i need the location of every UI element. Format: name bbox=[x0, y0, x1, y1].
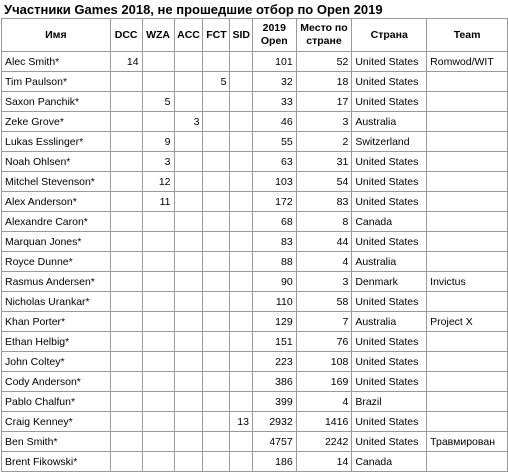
fct-cell bbox=[203, 372, 230, 392]
page-title: Участники Games 2018, не прошедшие отбор по Open 2019 bbox=[4, 2, 383, 17]
athlete-name-cell: Ben Smith* bbox=[2, 432, 111, 452]
sid-cell bbox=[230, 252, 253, 272]
country-rank-cell: 18 bbox=[296, 72, 352, 92]
dcc-cell bbox=[110, 112, 142, 132]
athlete-name-cell: Mitchel Stevenson* bbox=[2, 172, 111, 192]
sid-cell bbox=[230, 432, 253, 452]
acc-cell: 3 bbox=[174, 112, 203, 132]
table-row bbox=[2, 72, 508, 92]
wza-cell bbox=[142, 312, 174, 332]
country-cell: United States bbox=[352, 232, 427, 252]
athlete-name-cell: Khan Porter* bbox=[2, 312, 111, 332]
athlete-name-cell: Pablo Chalfun* bbox=[2, 392, 111, 412]
team-cell bbox=[427, 412, 508, 432]
wza-cell bbox=[142, 332, 174, 352]
open-2019-rank-cell: 399 bbox=[252, 392, 296, 412]
table-row bbox=[2, 212, 508, 232]
fct-cell bbox=[203, 132, 230, 152]
athlete-name-cell: Alex Anderson* bbox=[2, 192, 111, 212]
dcc-cell bbox=[110, 272, 142, 292]
dcc-cell bbox=[110, 372, 142, 392]
team-cell bbox=[427, 232, 508, 252]
table-row bbox=[2, 192, 508, 212]
athlete-name-cell: Brent Fikowski* bbox=[2, 452, 111, 472]
header-row bbox=[2, 19, 508, 52]
table-row bbox=[2, 312, 508, 332]
country-rank-cell: 31 bbox=[296, 152, 352, 172]
open-2019-rank-cell: 103 bbox=[252, 172, 296, 192]
sid-cell bbox=[230, 212, 253, 232]
team-cell bbox=[427, 92, 508, 112]
country-rank-cell: 1416 bbox=[296, 412, 352, 432]
col-header-sid: SID bbox=[230, 19, 253, 52]
wza-cell bbox=[142, 372, 174, 392]
sid-cell bbox=[230, 332, 253, 352]
sid-cell bbox=[230, 132, 253, 152]
open-2019-rank-cell: 151 bbox=[252, 332, 296, 352]
wza-cell: 12 bbox=[142, 172, 174, 192]
sid-cell bbox=[230, 352, 253, 372]
country-cell: United States bbox=[352, 412, 427, 432]
country-cell: United States bbox=[352, 72, 427, 92]
col-header-country-rank: Место по стране bbox=[296, 19, 352, 52]
acc-cell bbox=[174, 172, 203, 192]
col-header-acc: ACC bbox=[174, 19, 203, 52]
acc-cell bbox=[174, 412, 203, 432]
sid-cell bbox=[230, 272, 253, 292]
sid-cell bbox=[230, 152, 253, 172]
dcc-cell bbox=[110, 152, 142, 172]
team-cell bbox=[427, 252, 508, 272]
team-cell bbox=[427, 112, 508, 132]
country-rank-cell: 7 bbox=[296, 312, 352, 332]
acc-cell bbox=[174, 452, 203, 472]
col-header-name: Имя bbox=[2, 19, 111, 52]
country-rank-cell: 17 bbox=[296, 92, 352, 112]
open-2019-rank-cell: 186 bbox=[252, 452, 296, 472]
table-row bbox=[2, 232, 508, 252]
dcc-cell bbox=[110, 292, 142, 312]
country-rank-cell: 4 bbox=[296, 252, 352, 272]
sid-cell bbox=[230, 72, 253, 92]
fct-cell bbox=[203, 52, 230, 72]
open-2019-rank-cell: 223 bbox=[252, 352, 296, 372]
acc-cell bbox=[174, 292, 203, 312]
wza-cell: 5 bbox=[142, 92, 174, 112]
wza-cell bbox=[142, 392, 174, 412]
dcc-cell bbox=[110, 392, 142, 412]
dcc-cell bbox=[110, 332, 142, 352]
open-2019-rank-cell: 46 bbox=[252, 112, 296, 132]
team-cell: Project X bbox=[427, 312, 508, 332]
team-cell bbox=[427, 292, 508, 312]
country-cell: United States bbox=[352, 52, 427, 72]
acc-cell bbox=[174, 92, 203, 112]
wza-cell bbox=[142, 112, 174, 132]
wza-cell bbox=[142, 72, 174, 92]
open-2019-rank-cell: 68 bbox=[252, 212, 296, 232]
wza-cell bbox=[142, 52, 174, 72]
wza-cell bbox=[142, 252, 174, 272]
country-cell: United States bbox=[352, 152, 427, 172]
fct-cell bbox=[203, 192, 230, 212]
fct-cell bbox=[203, 152, 230, 172]
team-cell bbox=[427, 452, 508, 472]
country-cell: United States bbox=[352, 172, 427, 192]
open-2019-rank-cell: 172 bbox=[252, 192, 296, 212]
sid-cell bbox=[230, 92, 253, 112]
acc-cell bbox=[174, 392, 203, 412]
acc-cell bbox=[174, 372, 203, 392]
country-rank-cell: 4 bbox=[296, 392, 352, 412]
team-cell bbox=[427, 192, 508, 212]
open-2019-rank-cell: 90 bbox=[252, 272, 296, 292]
wza-cell bbox=[142, 412, 174, 432]
athlete-name-cell: John Coltey* bbox=[2, 352, 111, 372]
open-2019-rank-cell: 386 bbox=[252, 372, 296, 392]
wza-cell bbox=[142, 452, 174, 472]
team-cell: Romwod/WIT bbox=[427, 52, 508, 72]
fct-cell bbox=[203, 252, 230, 272]
table-row bbox=[2, 132, 508, 152]
country-cell: Brazil bbox=[352, 392, 427, 412]
country-cell: Australia bbox=[352, 112, 427, 132]
dcc-cell bbox=[110, 212, 142, 232]
dcc-cell bbox=[110, 412, 142, 432]
open-2019-rank-cell: 55 bbox=[252, 132, 296, 152]
athlete-name-cell: Rasmus Andersen* bbox=[2, 272, 111, 292]
table-row bbox=[2, 412, 508, 432]
acc-cell bbox=[174, 312, 203, 332]
country-rank-cell: 76 bbox=[296, 332, 352, 352]
dcc-cell bbox=[110, 172, 142, 192]
team-cell bbox=[427, 332, 508, 352]
acc-cell bbox=[174, 72, 203, 92]
acc-cell bbox=[174, 192, 203, 212]
dcc-cell bbox=[110, 232, 142, 252]
athlete-name-cell: Tim Paulson* bbox=[2, 72, 111, 92]
athlete-name-cell: Ethan Helbig* bbox=[2, 332, 111, 352]
dcc-cell bbox=[110, 192, 142, 212]
acc-cell bbox=[174, 252, 203, 272]
acc-cell bbox=[174, 332, 203, 352]
wza-cell bbox=[142, 292, 174, 312]
table-row bbox=[2, 52, 508, 72]
country-rank-cell: 108 bbox=[296, 352, 352, 372]
table-row bbox=[2, 172, 508, 192]
team-cell bbox=[427, 72, 508, 92]
fct-cell bbox=[203, 312, 230, 332]
athlete-name-cell: Alexandre Caron* bbox=[2, 212, 111, 232]
athlete-name-cell: Saxon Panchik* bbox=[2, 92, 111, 112]
fct-cell bbox=[203, 392, 230, 412]
sid-cell bbox=[230, 232, 253, 252]
athlete-name-cell: Royce Dunne* bbox=[2, 252, 111, 272]
athlete-name-cell: Noah Ohlsen* bbox=[2, 152, 111, 172]
country-rank-cell: 14 bbox=[296, 452, 352, 472]
table-row bbox=[2, 352, 508, 372]
wza-cell bbox=[142, 272, 174, 292]
wza-cell bbox=[142, 232, 174, 252]
table-row bbox=[2, 292, 508, 312]
sid-cell: 13 bbox=[230, 412, 253, 432]
athlete-name-cell: Marquan Jones* bbox=[2, 232, 111, 252]
acc-cell bbox=[174, 232, 203, 252]
table-row bbox=[2, 392, 508, 412]
fct-cell bbox=[203, 432, 230, 452]
sid-cell bbox=[230, 292, 253, 312]
open-2019-rank-cell: 88 bbox=[252, 252, 296, 272]
athlete-name-cell: Cody Anderson* bbox=[2, 372, 111, 392]
team-cell: Invictus bbox=[427, 272, 508, 292]
country-rank-cell: 52 bbox=[296, 52, 352, 72]
fct-cell: 5 bbox=[203, 72, 230, 92]
sid-cell bbox=[230, 312, 253, 332]
table-row bbox=[2, 252, 508, 272]
country-cell: United States bbox=[352, 352, 427, 372]
fct-cell bbox=[203, 332, 230, 352]
sid-cell bbox=[230, 112, 253, 132]
country-cell: Australia bbox=[352, 312, 427, 332]
fct-cell bbox=[203, 232, 230, 252]
open-2019-rank-cell: 32 bbox=[252, 72, 296, 92]
country-rank-cell: 3 bbox=[296, 272, 352, 292]
open-2019-rank-cell: 4757 bbox=[252, 432, 296, 452]
team-cell: Травмирован bbox=[427, 432, 508, 452]
team-cell bbox=[427, 372, 508, 392]
country-cell: Canada bbox=[352, 452, 427, 472]
fct-cell bbox=[203, 212, 230, 232]
wza-cell bbox=[142, 432, 174, 452]
athletes-table bbox=[1, 18, 508, 472]
col-header-fct: FCT bbox=[203, 19, 230, 52]
acc-cell bbox=[174, 152, 203, 172]
open-2019-rank-cell: 129 bbox=[252, 312, 296, 332]
col-header-wza: WZA bbox=[142, 19, 174, 52]
dcc-cell bbox=[110, 72, 142, 92]
dcc-cell bbox=[110, 312, 142, 332]
team-cell bbox=[427, 392, 508, 412]
country-cell: United States bbox=[352, 372, 427, 392]
country-rank-cell: 169 bbox=[296, 372, 352, 392]
dcc-cell bbox=[110, 432, 142, 452]
fct-cell bbox=[203, 112, 230, 132]
sid-cell bbox=[230, 192, 253, 212]
dcc-cell: 14 bbox=[110, 52, 142, 72]
table-row bbox=[2, 112, 508, 132]
country-rank-cell: 2242 bbox=[296, 432, 352, 452]
country-cell: United States bbox=[352, 432, 427, 452]
open-2019-rank-cell: 110 bbox=[252, 292, 296, 312]
country-cell: United States bbox=[352, 92, 427, 112]
fct-cell bbox=[203, 92, 230, 112]
team-cell bbox=[427, 132, 508, 152]
table-row bbox=[2, 372, 508, 392]
athlete-name-cell: Zeke Grove* bbox=[2, 112, 111, 132]
country-rank-cell: 2 bbox=[296, 132, 352, 152]
wza-cell: 3 bbox=[142, 152, 174, 172]
table-row bbox=[2, 152, 508, 172]
country-cell: United States bbox=[352, 192, 427, 212]
fct-cell bbox=[203, 272, 230, 292]
country-rank-cell: 83 bbox=[296, 192, 352, 212]
open-2019-rank-cell: 33 bbox=[252, 92, 296, 112]
acc-cell bbox=[174, 52, 203, 72]
acc-cell bbox=[174, 352, 203, 372]
athlete-name-cell: Lukas Esslinger* bbox=[2, 132, 111, 152]
dcc-cell bbox=[110, 92, 142, 112]
team-cell bbox=[427, 212, 508, 232]
country-cell: United States bbox=[352, 292, 427, 312]
team-cell bbox=[427, 172, 508, 192]
team-cell bbox=[427, 152, 508, 172]
country-rank-cell: 58 bbox=[296, 292, 352, 312]
country-rank-cell: 3 bbox=[296, 112, 352, 132]
wza-cell: 9 bbox=[142, 132, 174, 152]
fct-cell bbox=[203, 452, 230, 472]
country-rank-cell: 44 bbox=[296, 232, 352, 252]
athlete-name-cell: Nicholas Urankar* bbox=[2, 292, 111, 312]
country-cell: United States bbox=[352, 332, 427, 352]
dcc-cell bbox=[110, 352, 142, 372]
open-2019-rank-cell: 63 bbox=[252, 152, 296, 172]
fct-cell bbox=[203, 352, 230, 372]
country-rank-cell: 54 bbox=[296, 172, 352, 192]
sid-cell bbox=[230, 52, 253, 72]
table-row bbox=[2, 452, 508, 472]
wza-cell bbox=[142, 352, 174, 372]
table-row bbox=[2, 432, 508, 452]
sid-cell bbox=[230, 392, 253, 412]
col-header-team: Team bbox=[427, 19, 508, 52]
fct-cell bbox=[203, 412, 230, 432]
table-row bbox=[2, 92, 508, 112]
col-header-open-2019: 2019 Open bbox=[252, 19, 296, 52]
sid-cell bbox=[230, 452, 253, 472]
acc-cell bbox=[174, 132, 203, 152]
country-cell: Australia bbox=[352, 252, 427, 272]
acc-cell bbox=[174, 432, 203, 452]
dcc-cell bbox=[110, 252, 142, 272]
dcc-cell bbox=[110, 132, 142, 152]
table-row bbox=[2, 272, 508, 292]
country-cell: Denmark bbox=[352, 272, 427, 292]
acc-cell bbox=[174, 272, 203, 292]
country-cell: Canada bbox=[352, 212, 427, 232]
athlete-name-cell: Craig Kenney* bbox=[2, 412, 111, 432]
fct-cell bbox=[203, 172, 230, 192]
fct-cell bbox=[203, 292, 230, 312]
wza-cell: 11 bbox=[142, 192, 174, 212]
athlete-name-cell: Alec Smith* bbox=[2, 52, 111, 72]
open-2019-rank-cell: 2932 bbox=[252, 412, 296, 432]
open-2019-rank-cell: 83 bbox=[252, 232, 296, 252]
dcc-cell bbox=[110, 452, 142, 472]
open-2019-rank-cell: 101 bbox=[252, 52, 296, 72]
sid-cell bbox=[230, 372, 253, 392]
country-cell: Switzerland bbox=[352, 132, 427, 152]
col-header-dcc: DCC bbox=[110, 19, 142, 52]
team-cell bbox=[427, 352, 508, 372]
country-rank-cell: 8 bbox=[296, 212, 352, 232]
table-row bbox=[2, 332, 508, 352]
col-header-country: Страна bbox=[352, 19, 427, 52]
wza-cell bbox=[142, 212, 174, 232]
sid-cell bbox=[230, 172, 253, 192]
acc-cell bbox=[174, 212, 203, 232]
